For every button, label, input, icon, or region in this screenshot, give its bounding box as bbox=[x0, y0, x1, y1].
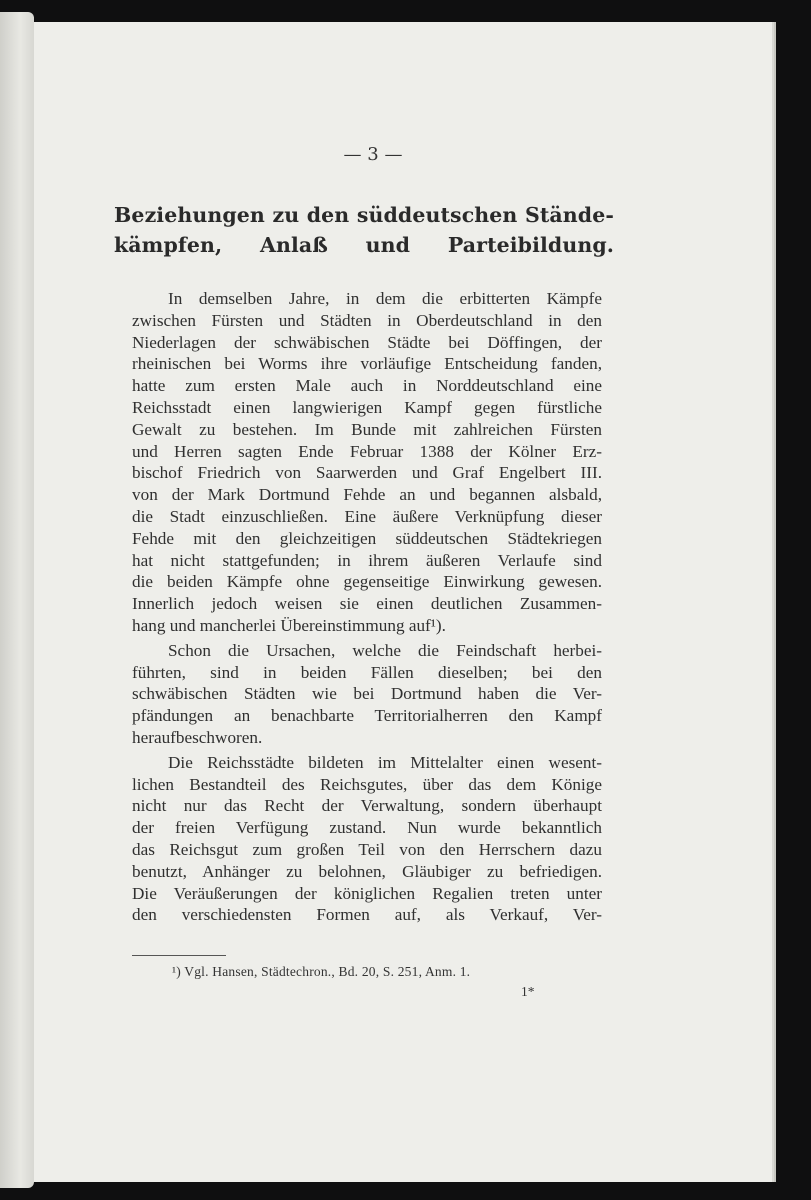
signature-mark: 1* bbox=[521, 984, 535, 999]
text-line: rheinischen bei Worms ihre vorläufige Entscheidung fanden, bbox=[132, 354, 602, 374]
text-line: Schon die Ursachen, welche die Feindschaft herbei- bbox=[168, 640, 602, 660]
text-line: Die Reichsstädte bildeten im Mittelalter einen wesent- bbox=[168, 752, 602, 772]
footnote-divider bbox=[132, 955, 226, 956]
text-line: Niederlagen der schwäbischen Städte bei Döffingen, der bbox=[132, 332, 602, 352]
text-line: die Stadt einzuschließen. Eine äußere Verknüpfung dieser bbox=[132, 506, 602, 526]
book-page bbox=[34, 22, 772, 1182]
text-line: hang und mancherlei Übereinstimmung auf¹). bbox=[132, 615, 446, 635]
text-line: nicht nur das Recht der Verwaltung, sondern überhaupt bbox=[132, 796, 602, 816]
text-line: Fehde mit den gleichzeitigen süddeutschen Städtekriegen bbox=[132, 528, 602, 548]
text-line: In demselben Jahre, in dem die erbitterten Kämpfe bbox=[168, 289, 602, 308]
text-line: zwischen Fürsten und Städten in Oberdeutschland in den bbox=[132, 310, 602, 330]
text-line: von der Mark Dortmund Fehde an und begannen alsbald, bbox=[132, 485, 602, 505]
text-line: benutzt, Anhänger zu belohnen, Gläubiger zu befriedigen. bbox=[132, 861, 602, 881]
text-line: der freien Verfügung zustand. Nun wurde bekanntlich bbox=[132, 818, 602, 838]
paragraph bbox=[132, 288, 602, 637]
text-line: pfändungen an benachbarte Territorialherren den Kampf bbox=[132, 706, 602, 726]
text-line: und Herren sagten Ende Februar 1388 der Kölner Erz- bbox=[132, 441, 602, 461]
text-line: das Reichsgut zum großen Teil von den Herrschern dazu bbox=[132, 839, 602, 859]
body-text bbox=[132, 288, 602, 926]
text-line: schwäbischen Städten wie bei Dortmund haben die Ver- bbox=[132, 684, 602, 704]
heading-line: Beziehungen zu den süddeutschen Stände- bbox=[114, 203, 614, 227]
chapter-heading bbox=[114, 200, 614, 260]
text-line: führten, sind in beiden Fällen dieselben; bei den bbox=[132, 662, 602, 682]
text-line: heraufbeschworen. bbox=[132, 727, 263, 747]
text-line: hatte zum ersten Male auch in Norddeutschland eine bbox=[132, 376, 602, 396]
text-line: lichen Bestandteil des Reichsgutes, über das dem Könige bbox=[132, 774, 602, 794]
text-line: hat nicht stattgefunden; in ihrem äußeren Verlaufe sind bbox=[132, 550, 602, 570]
page-number: — 3 — bbox=[343, 144, 403, 165]
text-line: Reichsstadt einen langwierigen Kampf gegen fürstliche bbox=[132, 397, 602, 417]
text-line: Innerlich jedoch weisen sie einen deutlichen Zusammen- bbox=[132, 594, 602, 614]
footnote: ¹) Vgl. Hansen, Städtechron., Bd. 20, S. 251, Anm. 1. bbox=[172, 964, 471, 979]
paragraph bbox=[132, 640, 602, 749]
text-line: die beiden Kämpfe ohne gegenseitige Einwirkung gewesen. bbox=[132, 572, 602, 592]
text-line: Die Veräußerungen der königlichen Regalien treten unter bbox=[132, 883, 602, 903]
text-line: Gewalt zu bestehen. Im Bunde mit zahlreichen Fürsten bbox=[132, 419, 602, 439]
heading-line: kämpfen, Anlaß und Parteibildung. bbox=[114, 233, 614, 257]
text-line: den verschiedensten Formen auf, als Verkauf, Ver- bbox=[132, 905, 602, 925]
text-line: bischof Friedrich von Saarwerden und Graf Engelbert III. bbox=[132, 463, 602, 483]
paragraph bbox=[132, 752, 602, 926]
facing-page-edge bbox=[0, 12, 34, 1188]
